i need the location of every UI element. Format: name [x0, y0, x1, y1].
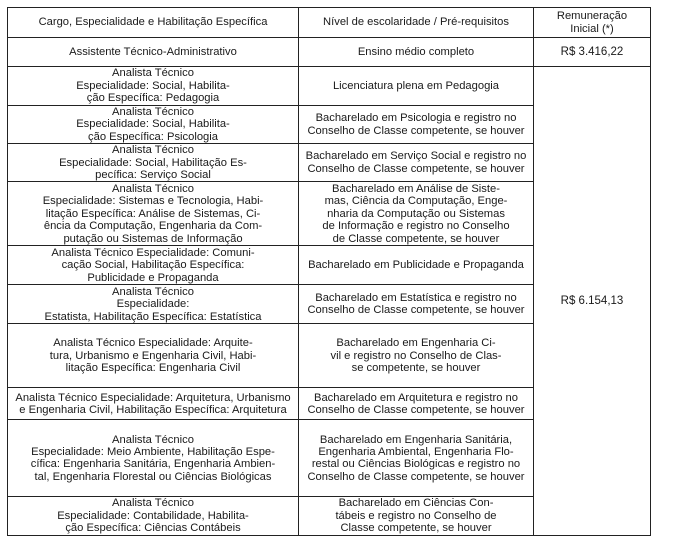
remuneracao-cell: R$ 6.154,13: [534, 67, 651, 536]
cargo-cell: Analista Técnico Especialidade: Social, Habilitação Es- pecífica: Serviço Social: [8, 144, 299, 182]
cargo-cell: Analista Técnico Especialidade: Comuni- cação Social, Habilitação Específica: Publicidade e Propaganda: [8, 246, 299, 285]
requisito-cell: Ensino médio completo: [299, 38, 534, 67]
header-row: [8, 8, 651, 38]
table-row: [8, 67, 651, 106]
cargo-cell: Analista Técnico Especialidade: Social, Habilita- ção Específica: Psicologia: [8, 106, 299, 144]
table-row: [8, 38, 651, 67]
requisito-cell: Bacharelado em Serviço Social e registro no Conselho de Classe competente, se houver: [299, 144, 534, 182]
cargo-cell: Analista Técnico Especialidade: Social, Habilita- ção Específica: Pedagogia: [8, 67, 299, 106]
requisito-cell: Bacharelado em Engenharia Sanitária, Engenharia Ambiental, Engenharia Flo- restal ou Ciências Biológicas e registro no Conselho de Classe competente, se houver: [299, 420, 534, 497]
cargo-cell: Analista Técnico Especialidade: Arquitetura, Urbanismo e Engenharia Civil, Habilitação Específica: Arquitetura: [8, 388, 299, 420]
requisito-cell: Bacharelado em Análise de Siste- mas, Ciência da Computação, Enge- nharia da Computação ou Sistemas de Informação e registro no Conselho de Classe competente, se houver: [299, 182, 534, 246]
cargo-cell: Analista Técnico Especialidade: Arquite- tura, Urbanismo e Engenharia Civil, Habi- litação Específica: Engenharia Civil: [8, 324, 299, 388]
requisito-cell: Bacharelado em Arquitetura e registro no Conselho de Classe competente, se houver: [299, 388, 534, 420]
header-requisitos: Nível de escolaridade / Pré-requisitos: [299, 8, 534, 38]
requisito-cell: Bacharelado em Engenharia Ci- vil e registro no Conselho de Clas- se competente, se houver: [299, 324, 534, 388]
header-remuneracao: Remuneração Inicial (*): [534, 8, 651, 38]
cargo-cell: Analista Técnico Especialidade: Estatista, Habilitação Específica: Estatística: [8, 285, 299, 324]
requisito-cell: Bacharelado em Psicologia e registro no Conselho de Classe competente, se houver: [299, 106, 534, 144]
requisito-cell: Bacharelado em Ciências Con- tábeis e registro no Conselho de Classe competente, se houver: [299, 497, 534, 535]
requisito-cell: Bacharelado em Publicidade e Propaganda: [299, 246, 534, 285]
positions-table: [7, 7, 651, 536]
cargo-cell: Analista Técnico Especialidade: Meio Ambiente, Habilitação Espe- cífica: Engenharia Sanitária, Engenharia Ambien- tal, Engenharia Florestal ou Ciências Biológicas: [8, 420, 299, 497]
header-cargo: Cargo, Especialidade e Habilitação Específica: [8, 8, 299, 38]
cargo-cell: Assistente Técnico-Administrativo: [8, 38, 299, 67]
remuneracao-cell: R$ 3.416,22: [534, 38, 651, 67]
cargo-cell: Analista Técnico Especialidade: Contabilidade, Habilita- ção Específica: Ciências Contábeis: [8, 497, 299, 535]
requisito-cell: Licenciatura plena em Pedagogia: [299, 67, 534, 106]
cargo-cell: Analista Técnico Especialidade: Sistemas e Tecnologia, Habi- litação Específica: Análise de Sistemas, Ci- ência da Computação, Engenharia da Com- putação ou Sistemas de Informação: [8, 182, 299, 246]
requisito-cell: Bacharelado em Estatística e registro no Conselho de Classe competente, se houver: [299, 285, 534, 324]
